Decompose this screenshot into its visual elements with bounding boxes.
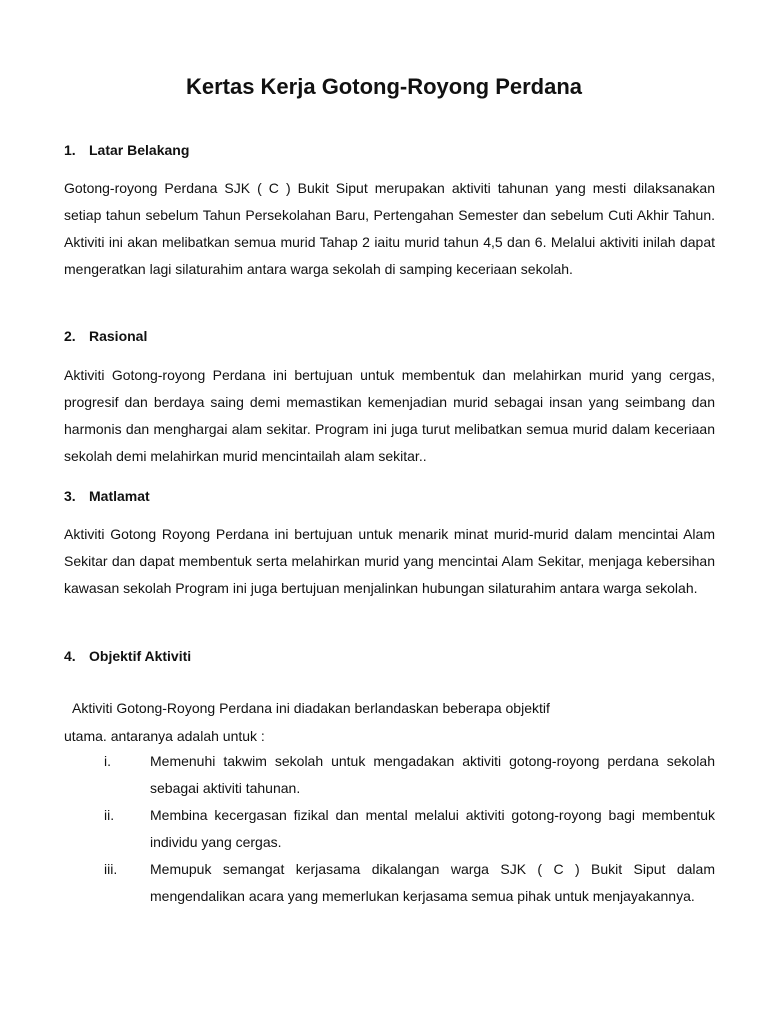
- section-title: Latar Belakang: [89, 142, 190, 158]
- objectives-intro-line-2: utama. antaranya adalah untuk :: [64, 728, 265, 744]
- section-number: 1.: [64, 142, 76, 158]
- section-title: Rasional: [89, 328, 148, 344]
- section-heading-latar-belakang: [64, 140, 189, 160]
- list-item-numeral: iii.: [104, 861, 118, 877]
- section-body-rasional: Aktiviti Gotong-royong Perdana ini bertujuan untuk membentuk dan melahirkan murid yang cergas, progresif dan berdaya saing demi memastikan kemenjadian murid sebagai insan yang seimbang dan harmonis dan menghargai alam sekitar. Program ini juga turut melibatkan semua murid dalam keceriaan sekolah demi melahirkan murid mencintailah alam sekitar..: [64, 367, 715, 464]
- list-item-numeral: i.: [104, 753, 111, 769]
- section-heading-objektif-aktiviti: [64, 646, 191, 666]
- objectives-list: [64, 748, 715, 910]
- list-item-text: Memupuk semangat kerjasama dikalangan warga SJK ( C ) Bukit Siput dalam mengendalikan acara yang memerlukan kerjasama semua pihak untuk menjayakannya.: [150, 861, 715, 904]
- section-number: 4.: [64, 648, 76, 664]
- objectives-intro-line-1: Aktiviti Gotong-Royong Perdana ini diadakan berlandaskan beberapa objektif: [72, 700, 550, 716]
- section-title: Objektif Aktiviti: [89, 648, 192, 664]
- list-item-numeral: ii.: [104, 807, 115, 823]
- section-body-matlamat: Aktiviti Gotong Royong Perdana ini bertujuan untuk menarik minat murid-murid dalam mencintai Alam Sekitar dan dapat membentuk serta melahirkan murid yang mencintai Alam Sekitar, menjaga kebersihan kawasan sekolah Program ini juga bertujuan menjalinkan hubungan silaturahim antara warga sekolah.: [64, 526, 715, 596]
- section-heading-rasional: [64, 326, 147, 346]
- list-item: [64, 802, 715, 856]
- section-heading-matlamat: [64, 486, 150, 506]
- objectives-intro: [64, 694, 712, 750]
- list-item: [64, 748, 715, 802]
- list-item-text: Membina kecergasan fizikal dan mental melalui aktiviti gotong-royong bagi membentuk individu yang cergas.: [150, 807, 715, 850]
- section-number: 3.: [64, 488, 76, 504]
- document-title: Kertas Kerja Gotong-Royong Perdana: [185, 74, 583, 99]
- section-number: 2.: [64, 328, 76, 344]
- section-title: Matlamat: [89, 488, 150, 504]
- list-item: [64, 856, 715, 910]
- list-item-text: Memenuhi takwim sekolah untuk mengadakan aktiviti gotong-royong perdana sekolah sebagai aktiviti tahunan.: [150, 753, 715, 796]
- section-body-latar-belakang: Gotong-royong Perdana SJK ( C ) Bukit Siput merupakan aktiviti tahunan yang mesti dilaksanakan setiap tahun sebelum Tahun Persekolahan Baru, Pertengahan Semester dan sebelum Cuti Akhir Tahun. Aktiviti ini akan melibatkan semua murid Tahap 2 iaitu murid tahun 4,5 dan 6. Melalui aktiviti inilah dapat mengeratkan lagi silaturahim antara warga sekolah di samping keceriaan sekolah.: [64, 180, 715, 277]
